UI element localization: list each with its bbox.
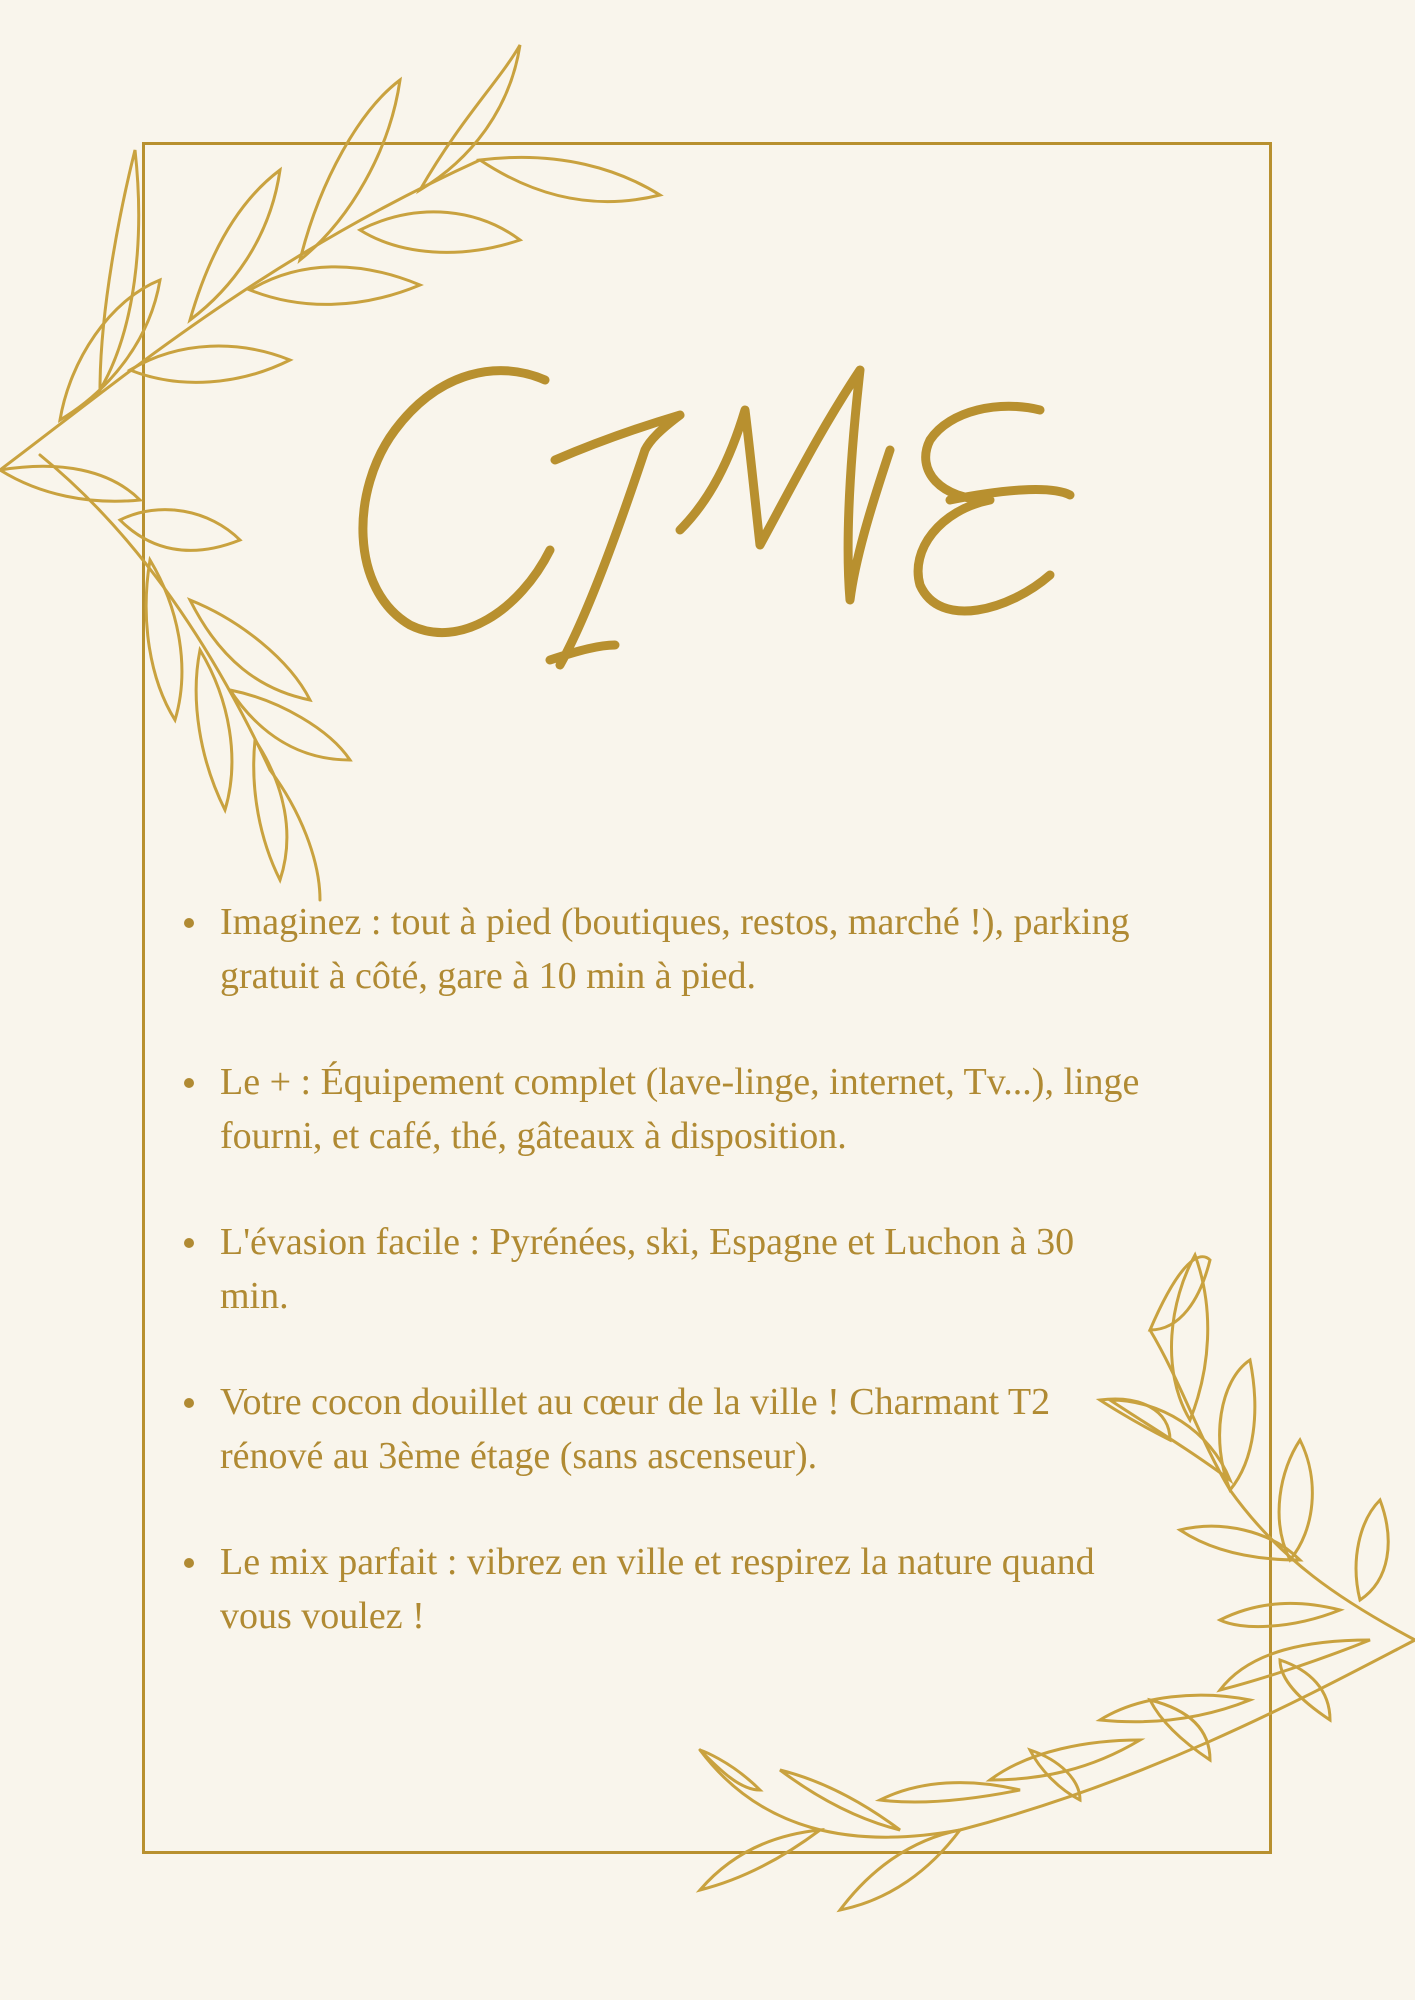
list-item: Le mix parfait : vibrez en ville et respirez la nature quand vous voulez ! <box>180 1535 1140 1643</box>
list-item: Le + : Équipement complet (lave-linge, internet, Tv...), linge fourni, et café, thé, gâteaux à disposition. <box>180 1055 1140 1163</box>
page-title <box>350 360 1180 720</box>
script-title-lettering-icon <box>350 360 1180 720</box>
list-item: Votre cocon douillet au cœur de la ville ! Charmant T2 rénové au 3ème étage (sans ascenseur). <box>180 1375 1140 1483</box>
list-item: L'évasion facile : Pyrénées, ski, Espagne et Luchon à 30 min. <box>180 1215 1140 1323</box>
list-item: Imaginez : tout à pied (boutiques, restos, marché !), parking gratuit à côté, gare à 10 min à pied. <box>180 895 1140 1003</box>
feature-list <box>180 895 1140 1695</box>
